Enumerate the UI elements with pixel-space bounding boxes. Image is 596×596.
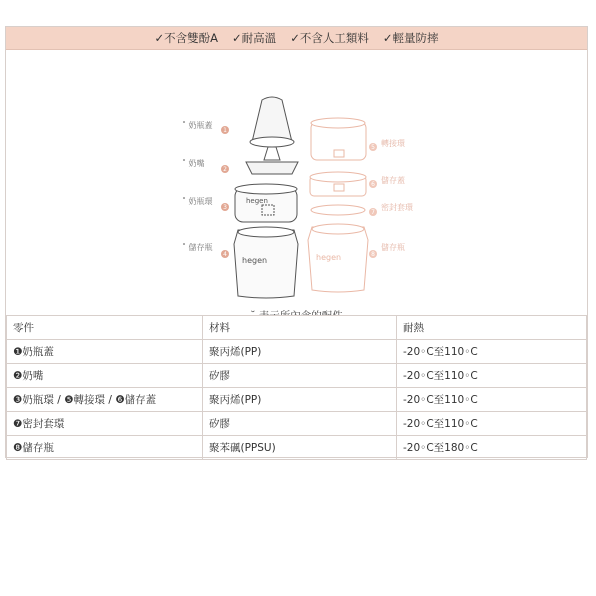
label-collar-ring: ˚ 奶瓶環 [182, 197, 213, 206]
num-3: 3 [223, 204, 227, 211]
header-material: 材料 [203, 316, 397, 340]
cell-heat: -20◦C至180◦C [397, 436, 587, 460]
num-4: 4 [223, 251, 227, 258]
header-heat-resistance: 耐熱 [397, 316, 587, 340]
cell-material: 聚苯碸(PPSU) [203, 436, 397, 460]
cell-heat: -20◦C至110◦C [397, 364, 587, 388]
exploded-view-illustration [6, 50, 587, 312]
label-storage-bottle: ˚ 儲存瓶 [182, 243, 213, 252]
label-storage-lid: 儲存蓋 [381, 176, 405, 185]
seal-ring-shape [311, 205, 365, 215]
cell-part: ❸奶瓶環 / ❺轉接環 / ❻儲存蓋 [7, 388, 203, 412]
num-5: 5 [371, 144, 375, 151]
label-adapter-ring: 轉接環 [381, 139, 405, 148]
feature-banner [6, 27, 587, 50]
label-storage-bottle-right: 儲存瓶 [381, 243, 405, 252]
nipple-shape [264, 147, 280, 160]
num-1: 1 [223, 127, 227, 134]
cell-heat: -20◦C至110◦C [397, 388, 587, 412]
faded-bottle-brand-text: hegen [316, 253, 342, 262]
cell-part: ❷奶嘴 [7, 364, 203, 388]
num-6: 6 [371, 181, 375, 188]
table-row [7, 436, 587, 460]
cell-material: 矽膠 [203, 364, 397, 388]
feature-bpa-free: ✓不含雙酚A [154, 31, 219, 45]
feature-heat-resistant: ✓耐高溫 [232, 31, 277, 45]
cap-rim [250, 137, 294, 147]
bottle-parts-diagram [6, 50, 587, 312]
cell-part: ❽儲存瓶 [7, 436, 203, 460]
label-bottle-cap: ˚ 奶瓶蓋 [182, 121, 213, 130]
cell-heat: -20◦C至110◦C [397, 412, 587, 436]
table-row [7, 412, 587, 436]
cell-material: 聚丙烯(PP) [203, 340, 397, 364]
collar-brand-text: hegen [246, 197, 268, 205]
parts-material-table [6, 315, 587, 460]
product-info-panel [5, 26, 588, 458]
cap-shape [252, 97, 292, 142]
cell-heat: -20◦C至110◦C [397, 340, 587, 364]
table-row [7, 340, 587, 364]
nipple-flange [246, 162, 298, 174]
table-header-row [7, 316, 587, 340]
header-part: 零件 [7, 316, 203, 340]
num-2: 2 [223, 166, 227, 173]
bottle-brand-text: hegen [242, 256, 268, 265]
label-nipple: ˚ 奶嘴 [182, 159, 205, 168]
label-seal-ring: 密封套環 [381, 203, 413, 212]
table-row [7, 364, 587, 388]
cell-material: 矽膠 [203, 412, 397, 436]
cell-part: ❶奶瓶蓋 [7, 340, 203, 364]
cell-part: ❼密封套環 [7, 412, 203, 436]
num-8: 8 [371, 251, 375, 258]
cell-material: 聚丙烯(PP) [203, 388, 397, 412]
feature-lightweight: ✓輕量防摔 [382, 31, 439, 45]
table-row [7, 388, 587, 412]
feature-no-additives: ✓不含人工類料 [290, 31, 369, 45]
num-7: 7 [371, 209, 375, 216]
